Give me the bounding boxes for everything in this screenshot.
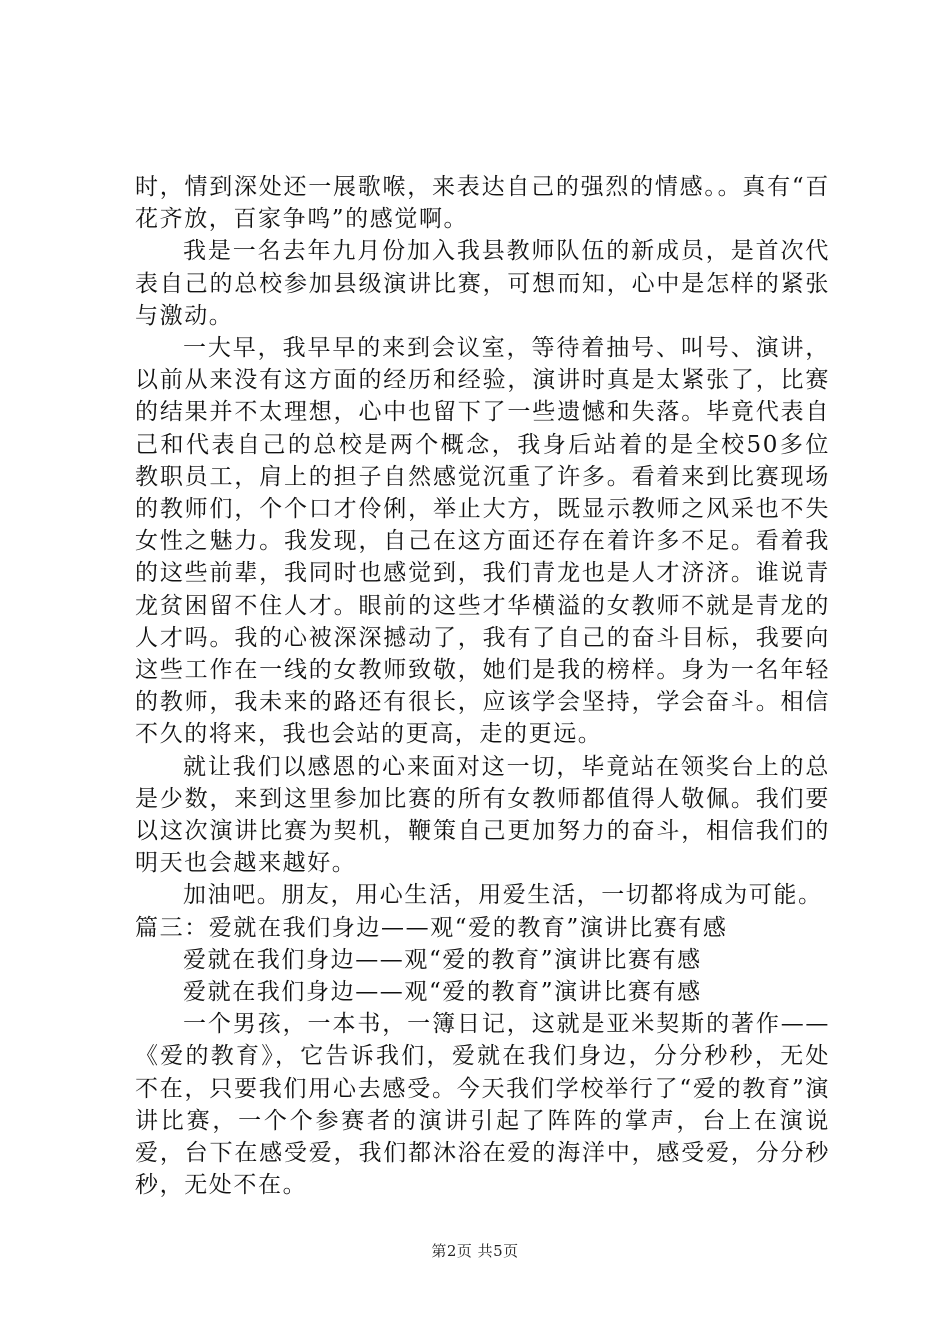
paragraph: 一大早，我早早的来到会议室，等待着抽号、叫号、演讲，以前从来没有这方面的经历和经验，演讲时真是太紧张了，比赛的结果并不太理想，心中也留下了一些遗憾和失落。毕竟代表自己和代表自己的总校是两个概念，我身后站着的是全校50多位教职员工，肩上的担子自然感觉沉重了许多。看着来到比赛现场的教师们，个个口才伶俐，举止大方，既显示教师之风采也不失女性之魅力。我发现，自己在这方面还存在着许多不足。看着我的这些前辈，我同时也感觉到，我们青龙也是人才济济。谁说青龙贫困留不住人才。眼前的这些才华横溢的女教师不就是青龙的人才吗。我的心被深深撼动了，我有了自己的奋斗目标，我要向这些工作在一线的女教师致敬，她们是我的榜样。身为一名年轻的教师，我未来的路还有很长，应该学会坚持，学会奋斗。相信不久的将来，我也会站的更高，走的更远。 (135, 335, 830, 748)
paragraph: 加油吧。朋友，用心生活，用爱生活，一切都将成为可能。 (183, 882, 823, 909)
page-number: 第2页 共5页 (431, 1242, 519, 1260)
paragraph: 就让我们以感恩的心来面对这一切，毕竟站在领奖台上的总是少数，来到这里参加比赛的所有女教师都值得人敬佩。我们要以这次演讲比赛为契机，鞭策自己更加努力的奋斗，相信我们的明天也会越来越好。 (135, 753, 830, 877)
paragraph: 一个男孩，一本书，一簿日记，这就是亚米契斯的著作——《爱的教育》，它告诉我们，爱就在我们身边，分分秒秒，无处不在，只要我们用心去感受。今天我们学校举行了“爱的教育”演讲比赛，一个个参赛者的演讲引起了阵阵的掌声，台上在演说爱，台下在感受爱，我们都沐浴在爱的海洋中，感受爱，分分秒秒，无处不在。 (135, 1011, 830, 1199)
subtitle: 爱就在我们身边——观“爱的教育”演讲比赛有感 (183, 979, 702, 1006)
section-heading: 篇三：爱就在我们身边——观“爱的教育”演讲比赛有感 (135, 914, 728, 941)
body-text (135, 171, 830, 1202)
paragraph: 我是一名去年九月份加入我县教师队伍的新成员，是首次代表自己的总校参加县级演讲比赛，可想而知，心中是怎样的紧张与激动。 (135, 238, 830, 329)
paragraph: 时，情到深处还一展歌喉，来表达自己的强烈的情感。。真有“百花齐放，百家争鸣”的感觉啊。 (135, 174, 830, 233)
subtitle: 爱就在我们身边——观“爱的教育”演讲比赛有感 (183, 946, 702, 973)
